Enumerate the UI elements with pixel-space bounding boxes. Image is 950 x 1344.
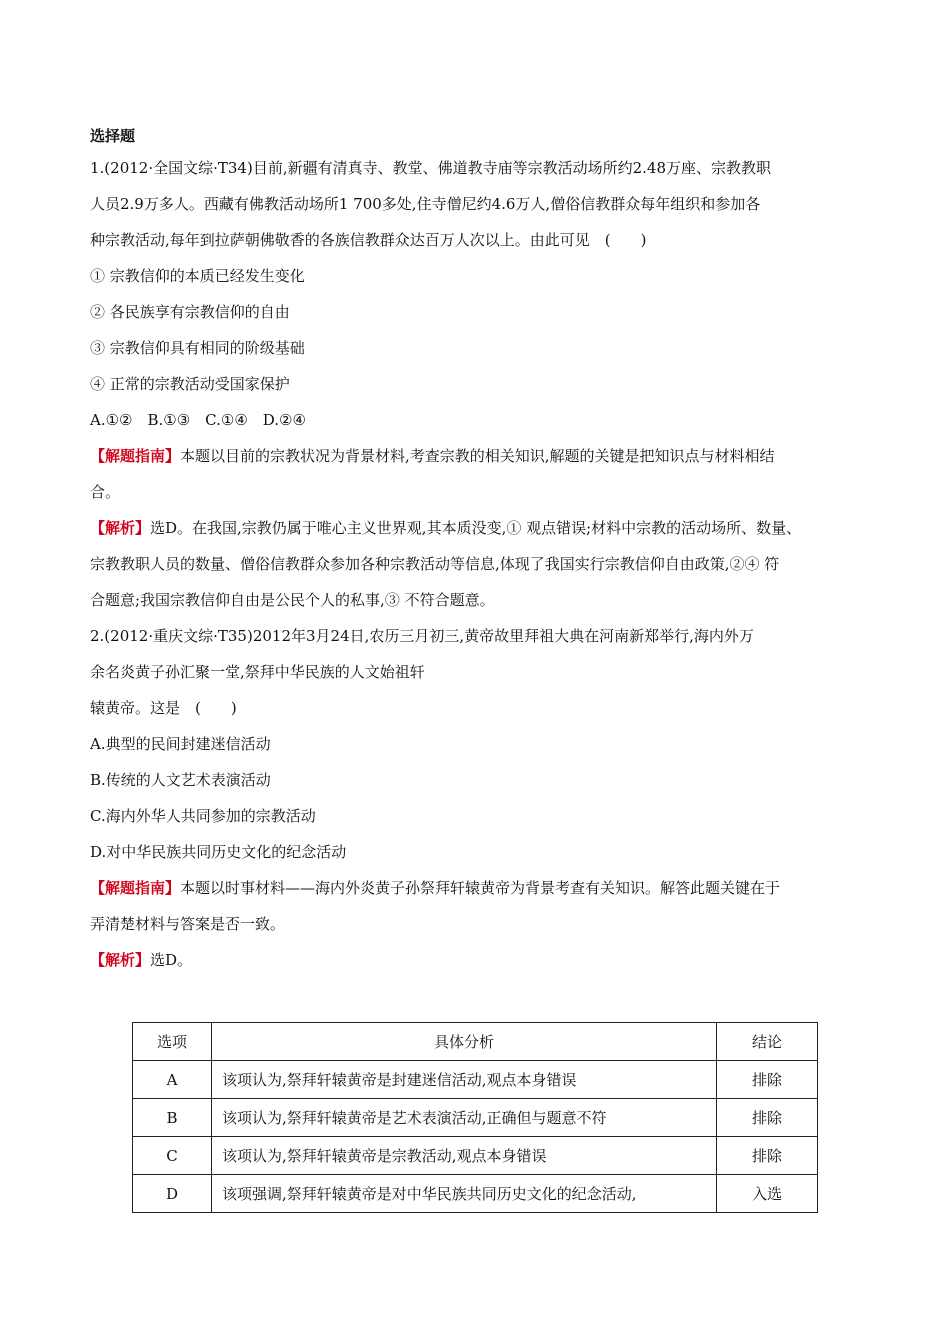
table-header-row — [133, 1023, 818, 1061]
q1-item-4: ④ 正常的宗教活动受国家保护 — [90, 375, 290, 393]
q2-analysis-tag: 【解析】 — [90, 951, 151, 969]
q1-analysis-tag: 【解析】 — [90, 519, 151, 537]
question-1 — [90, 158, 870, 610]
q1-analysis-line-3: 合题意;我国宗教信仰自由是公民个人的私事,③ 不符合题意。 — [90, 591, 495, 609]
q2-option-a: A.典型的民间封建迷信活动 — [90, 735, 271, 753]
table-cell-option: D — [133, 1175, 212, 1213]
table-cell-option: A — [133, 1061, 212, 1099]
q1-guide-line-2: 合。 — [90, 483, 121, 501]
q1-guide-line-1 — [90, 446, 870, 466]
table-cell-analysis: 该项认为,祭拜轩辕黄帝是宗教活动,观点本身错误 — [212, 1137, 717, 1175]
q2-option-d: D.对中华民族共同历史文化的纪念活动 — [90, 843, 347, 861]
table-cell-conclusion: 排除 — [717, 1061, 818, 1099]
question-2 — [90, 626, 870, 970]
q2-option-b: B.传统的人文艺术表演活动 — [90, 771, 271, 789]
table-cell-conclusion: 排除 — [717, 1137, 818, 1175]
q2-guide-text-1: 本题以时事材料——海内外炎黄子孙祭拜轩辕黄帝为背景考查有关知识。解答此题关键在于 — [180, 879, 781, 897]
q1-options: A.①② B.①③ C.①④ D.②④ — [90, 411, 306, 429]
q1-analysis-line-2: 宗教教职人员的数量、僧俗信教群众参加各种宗教活动等信息,体现了我国实行宗教信仰自由政策,②④ 符 — [90, 555, 780, 573]
table-header-option: 选项 — [133, 1023, 212, 1061]
q2-guide-tag: 【解题指南】 — [90, 879, 181, 897]
q2-analysis-line — [90, 950, 870, 970]
table-row — [133, 1137, 818, 1175]
q2-guide-line-1 — [90, 878, 870, 898]
table-row — [133, 1061, 818, 1099]
table-cell-analysis: 该项强调,祭拜轩辕黄帝是对中华民族共同历史文化的纪念活动, — [212, 1175, 717, 1213]
q2-analysis-text: 选D。 — [150, 951, 193, 969]
q1-stem-line-2: 人员2.9万多人。西藏有佛教活动场所1 700多处,住寺僧尼约4.6万人,僧俗信教群众每年组织和参加各 — [90, 195, 761, 213]
table-header-analysis: 具体分析 — [212, 1023, 717, 1061]
q1-item-3: ③ 宗教信仰具有相同的阶级基础 — [90, 339, 305, 357]
table-header-conclusion: 结论 — [717, 1023, 818, 1061]
table-cell-conclusion: 入选 — [717, 1175, 818, 1213]
analysis-table — [132, 1022, 818, 1213]
q2-option-c: C.海内外华人共同参加的宗教活动 — [90, 807, 316, 825]
q2-stem-line-3: 辕黄帝。这是 ( ) — [90, 699, 237, 717]
section-title: 选择题 — [90, 127, 136, 145]
q1-guide-tag: 【解题指南】 — [90, 447, 181, 465]
table-cell-option: B — [133, 1099, 212, 1137]
q1-item-1: ① 宗教信仰的本质已经发生变化 — [90, 267, 305, 285]
q2-stem-line-1: 2.(2012·重庆文综·T35)2012年3月24日,农历三月初三,黄帝故里拜祖大典在河南新郑举行,海内外万 — [90, 627, 754, 645]
q2-stem-line-2: 余名炎黄子孙汇聚一堂,祭拜中华民族的人文始祖轩 — [90, 663, 425, 681]
q2-guide-line-2: 弄清楚材料与答案是否一致。 — [90, 915, 286, 933]
document-body — [90, 126, 870, 970]
table-row — [133, 1175, 818, 1213]
q1-guide-text-1: 本题以目前的宗教状况为背景材料,考查宗教的相关知识,解题的关键是把知识点与材料相结 — [180, 447, 775, 465]
q1-stem-line-1: 1.(2012·全国文综·T34)目前,新疆有清真寺、教堂、佛道教寺庙等宗教活动场所约2.48万座、宗教教职 — [90, 159, 771, 177]
table-cell-analysis: 该项认为,祭拜轩辕黄帝是艺术表演活动,正确但与题意不符 — [212, 1099, 717, 1137]
q1-stem-line-3: 种宗教活动,每年到拉萨朝佛敬香的各族信教群众达百万人次以上。由此可见 ( ) — [90, 231, 647, 249]
q1-analysis-line-1 — [90, 518, 870, 538]
table-cell-option: C — [133, 1137, 212, 1175]
table-cell-analysis: 该项认为,祭拜轩辕黄帝是封建迷信活动,观点本身错误 — [212, 1061, 717, 1099]
q1-analysis-text-1: 选D。在我国,宗教仍属于唯心主义世界观,其本质没变,① 观点错误;材料中宗教的活动场所、数量、 — [150, 519, 802, 537]
q1-item-2: ② 各民族享有宗教信仰的自由 — [90, 303, 290, 321]
table-row — [133, 1099, 818, 1137]
table-cell-conclusion: 排除 — [717, 1099, 818, 1137]
